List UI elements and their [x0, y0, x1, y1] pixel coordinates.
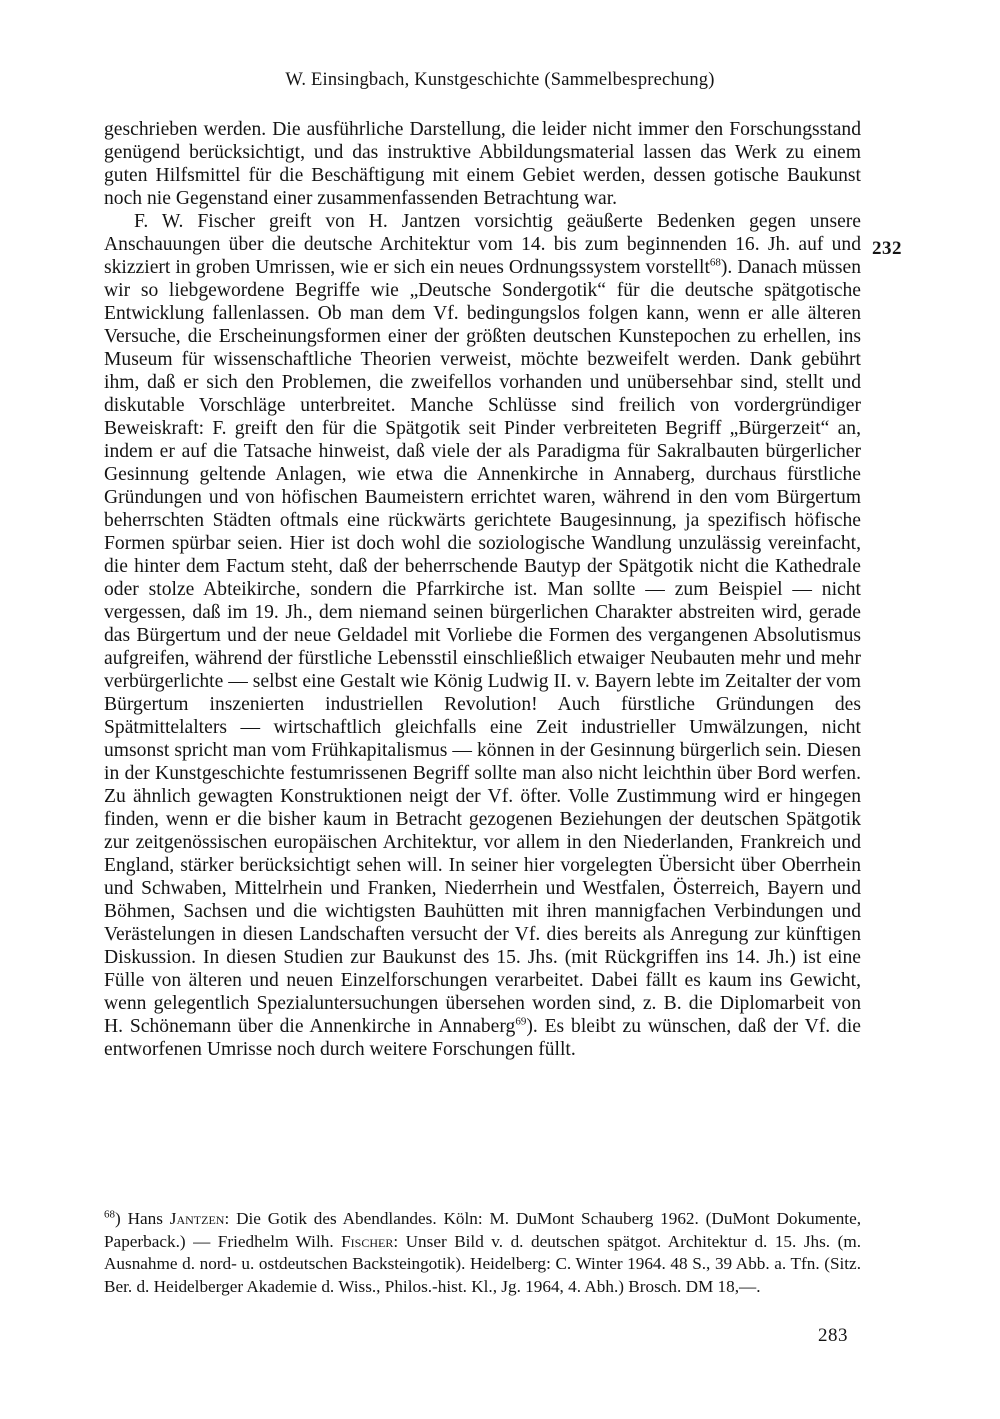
footnote-author-fischer: Fischer: [341, 1231, 394, 1251]
paragraph-1: geschrieben werden. Die ausführliche Darstellung, die leider nicht immer den Forschungsstand genügend berücksichtigt, und das instruktive Abbildungsmaterial lassen das Werk zu einem guten Hilfsmittel für die Beschäftigung mit einem Gebiet werden, dessen gotische Baukunst noch nie Gegenstand einer zusammenfassenden Betrachtung war.: [104, 119, 861, 209]
margin-page-reference: 232: [872, 238, 902, 259]
footnote-text-c: : Unser Bild v. d. deutschen spätgot. Architektur d. 15. Jhs. (m. Ausnahme d. nord- u. ostdeutschen Backsteingotik). Heidelberg: C. Winter 1964. 48 S., 39 Abb. a. Tfn. (Sitz. Ber. d. Heidelberger Akademie d. Wiss., Philos.-hist. Kl., Jg. 1964, 4. Abh.) Brosch. DM 18,—.: [104, 1231, 861, 1296]
footnote-reference-69: 69: [515, 1015, 527, 1028]
footnote-mark: 68: [104, 1208, 115, 1221]
paragraph-2-text-c: ). Es bleibt zu wünschen, daß der Vf. die entworfenen Umrisse noch durch weitere Forschungen füllt.: [104, 1016, 861, 1060]
running-head: W. Einsingbach, Kunstgeschichte (Sammelbesprechung): [285, 70, 715, 90]
paragraph-2-text-b: ). Danach müssen wir so liebgewordene Begriffe wie „Deutsche Sondergotik“ für die deutsche spätgotische Entwicklung fallenlassen. Ob man dem Vf. bedingungslos folgen kann, wenn er alle älteren Versuche, die Erscheinungsformen einer der größten deutschen Kunstepochen zu erhellen, ins Museum für wissenschaftliche Theorien verweist, möchte bezweifelt werden. Dank gebührt ihm, daß er sich den Problemen, die zweifellos vorhanden und unübersehbar sind, stellt und diskutable Vorschläge unterbreitet. Manche Schlüsse sind freilich von vordergründiger Beweiskraft: F. greift den für die Spätgotik seit Pinder verbreiteten Begriff „Bürgerzeit“ an, indem er auf die Tatsache hinweist, daß viele der als Paradigma für Sakralbauten bürgerlicher Gesinnung geltende Anlagen, wie etwa die Annenkirche in Annaberg, durchaus fürstliche Gründungen und von höfischen Baumeistern errichtet waren, während in den vom Bürgertum beherrschten Städten oftmals eine rückwärts gerichtete Baugesinnung, ja spezifisch höfische Formen spürbar seien. Hier ist doch wohl die soziologische Wandlung unzulässig vereinfacht, die hinter dem Factum steht, daß der beherrschende Bautyp der Spätgotik nicht die Kathedrale oder stolze Abteikirche, sondern die Pfarrkirche ist. Man sollte — zum Beispiel — nicht vergessen, daß im 19. Jh., dem niemand seinen bürgerlichen Charakter abstreiten wird, gerade das Bürgertum und der neue Geldadel mit Vorliebe die Formen des vergangenen Absolutismus aufgreifen, während der fürstliche Lebensstil einschließlich etwaiger Neubauten mehr und mehr verbürgerlichte — selbst eine Gestalt wie König Ludwig II. v. Bayern lebte im Zeitalter der vom Bürgertum inszenierten industriellen Revolution! Auch fürstliche Gründungen des Spätmittelalters — wirtschaftlich gleichfalls eine Zeit industrieller Umwälzungen, nicht umsonst spricht man vom Frühkapitalismus — können in der Gesinnung bürgerlich sein. Diesen in der Kunstgeschichte festumrissenen Begriff sollte man also nicht leichthin über Bord werfen. Zu ähnlich gewagten Konstruktionen neigt der Vf. öfter. Volle Zustimmung wird er hingegen finden, wenn er die bisher kaum in Betracht gezogenen Beziehungen der deutschen Spätgotik zur zeitgenössischen europäischen Architektur, vor allem in den Niederlanden, Frankreich und England, stärker berücksichtigt sehen will. In seiner hier vorgelegten Übersicht über Oberrhein und Schwaben, Mittelrhein und Franken, Niederrhein und Westfalen, Österreich, Bayern und Böhmen, Sachsen und die wichtigsten Bauhütten mit ihren mannigfachen Verbindungen und Verästelungen in diesen Landschaften versucht der Vf. dies bereits als Anregung zur künftigen Diskussion. In diesen Studien zur Baukunst des 15. Jhs. (mit Rückgriffen ins 14. Jh.) ist eine Fülle von älteren und neuen Einzelforschungen verarbeitet. Dabei fällt es kaum ins Gewicht, wenn gelegentlich Spezialuntersuchungen übersehen worden sind, z. B. die Diplomarbeit von H. Schönemann über die Annenkirche in Annaberg: [104, 257, 861, 1037]
footnote-68: [104, 1208, 861, 1298]
paragraph-2-text-a: F. W. Fischer greift von H. Jantzen vorsichtig geäußerte Bedenken gegen unsere Anschauungen über die deutsche Architektur vom 14. bis zum beginnenden 16. Jh. auf und skizziert in groben Umrissen, wie er sich ein neues Ordnungssystem vorstellt: [104, 211, 861, 278]
body-text: [104, 118, 861, 1061]
footnote-text-b: : Die Gotik des Abendlandes. Köln: M. DuMont Schauberg 1962. (DuMont Dokumente, Paperback.) — Friedhelm Wilh.: [104, 1209, 861, 1251]
paragraph-2: [104, 210, 861, 1061]
footnote-text-a: ) Hans: [115, 1209, 170, 1228]
page-number: 283: [818, 1325, 848, 1346]
footnote-reference-68: 68: [709, 256, 721, 269]
footnotes: [104, 1208, 861, 1298]
footnote-author-jantzen: Jantzen: [169, 1209, 225, 1228]
